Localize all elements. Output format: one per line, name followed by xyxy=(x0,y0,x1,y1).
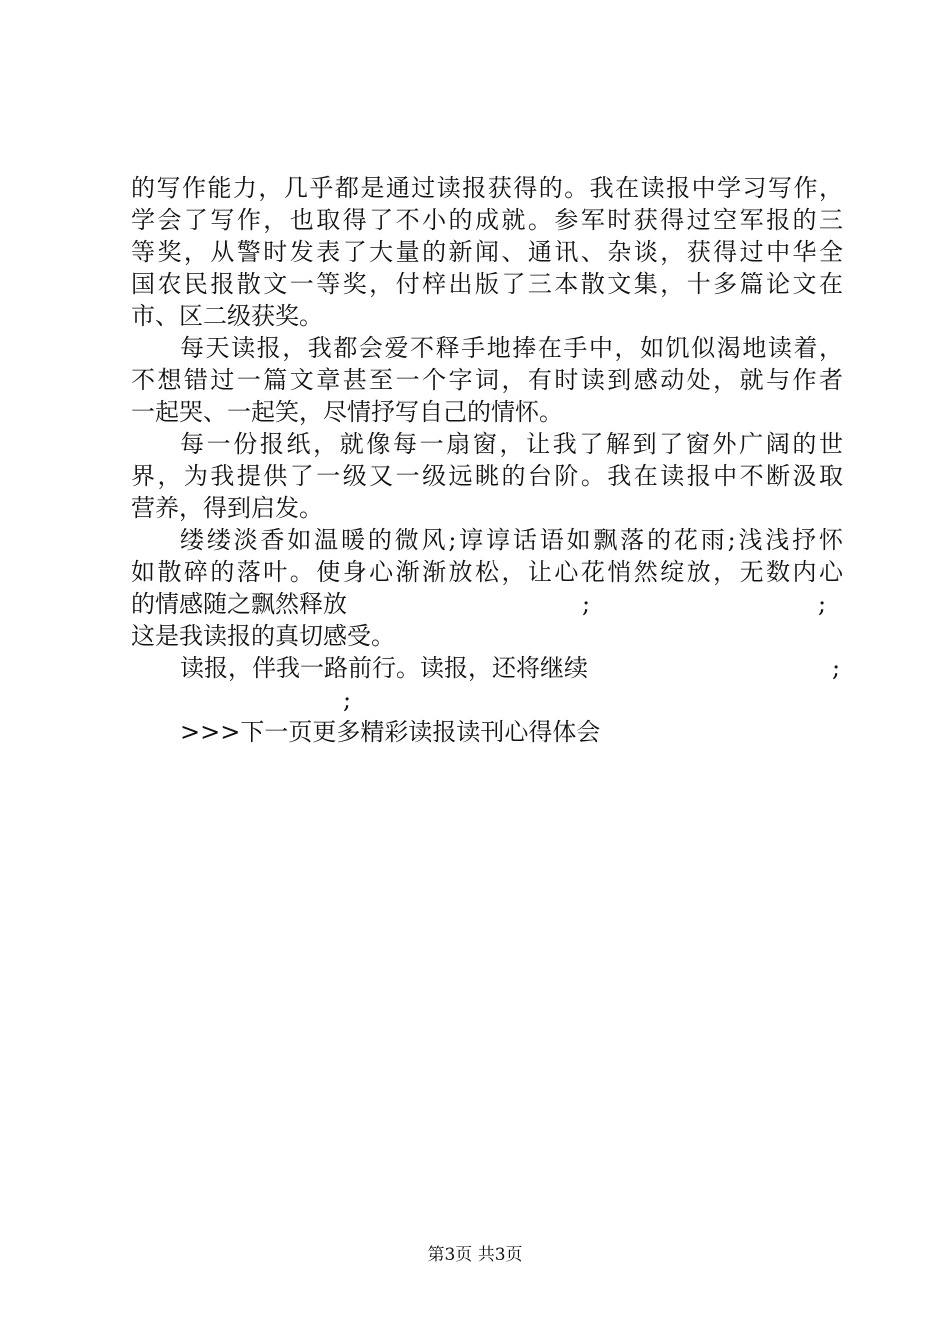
paragraph-line: 如散碎的落叶。使身心渐渐放松，让心花悄然绽放，无数内心 xyxy=(131,558,843,586)
paragraph-line: 等奖，从警时发表了大量的新闻、通讯、杂谈，获得过中华全 xyxy=(131,238,843,266)
paragraph-line: 营养，得到启发。 xyxy=(131,494,323,522)
semicolon-mark: ; xyxy=(343,686,352,714)
next-page-link[interactable]: >>>下一页更多精彩读报读刊心得体会 xyxy=(180,718,601,746)
paragraph-line: 的写作能力，几乎都是通过读报获得的。我在读报中学习写作， xyxy=(131,174,843,202)
semicolon-mark: ; xyxy=(818,590,827,618)
semicolon-mark: ; xyxy=(582,590,591,618)
paragraph-line: 界，为我提供了一级又一级远眺的台阶。我在读报中不断汲取 xyxy=(131,462,843,490)
paragraph-line: 读报，伴我一路前行。读报，还将继续 xyxy=(180,654,588,682)
paragraph-line: 每天读报，我都会爱不释手地捧在手中，如饥似渴地读着， xyxy=(180,334,843,362)
paragraph-line: 学会了写作，也取得了不小的成就。参军时获得过空军报的三 xyxy=(131,206,843,234)
paragraph-line: 每一份报纸，就像每一扇窗，让我了解到了窗外广阔的世 xyxy=(180,430,843,458)
paragraph-line: 的情感随之飘然释放 xyxy=(131,590,347,618)
semicolon-mark: ; xyxy=(832,654,841,682)
paragraph-line: 这是我读报的真切感受。 xyxy=(131,622,395,650)
paragraph-line: 缕缕淡香如温暖的微风;谆谆话语如飘落的花雨;浅浅抒怀 xyxy=(180,526,843,554)
paragraph-line: 一起哭、一起笑，尽情抒写自己的情怀。 xyxy=(131,398,563,426)
page-footer: 第3页 共3页 xyxy=(427,1245,523,1265)
paragraph-line: 市、区二级获奖。 xyxy=(131,302,323,330)
paragraph-line: 国农民报散文一等奖，付梓出版了三本散文集，十多篇论文在 xyxy=(131,270,843,298)
paragraph-line: 不想错过一篇文章甚至一个字词，有时读到感动处，就与作者 xyxy=(131,366,843,394)
